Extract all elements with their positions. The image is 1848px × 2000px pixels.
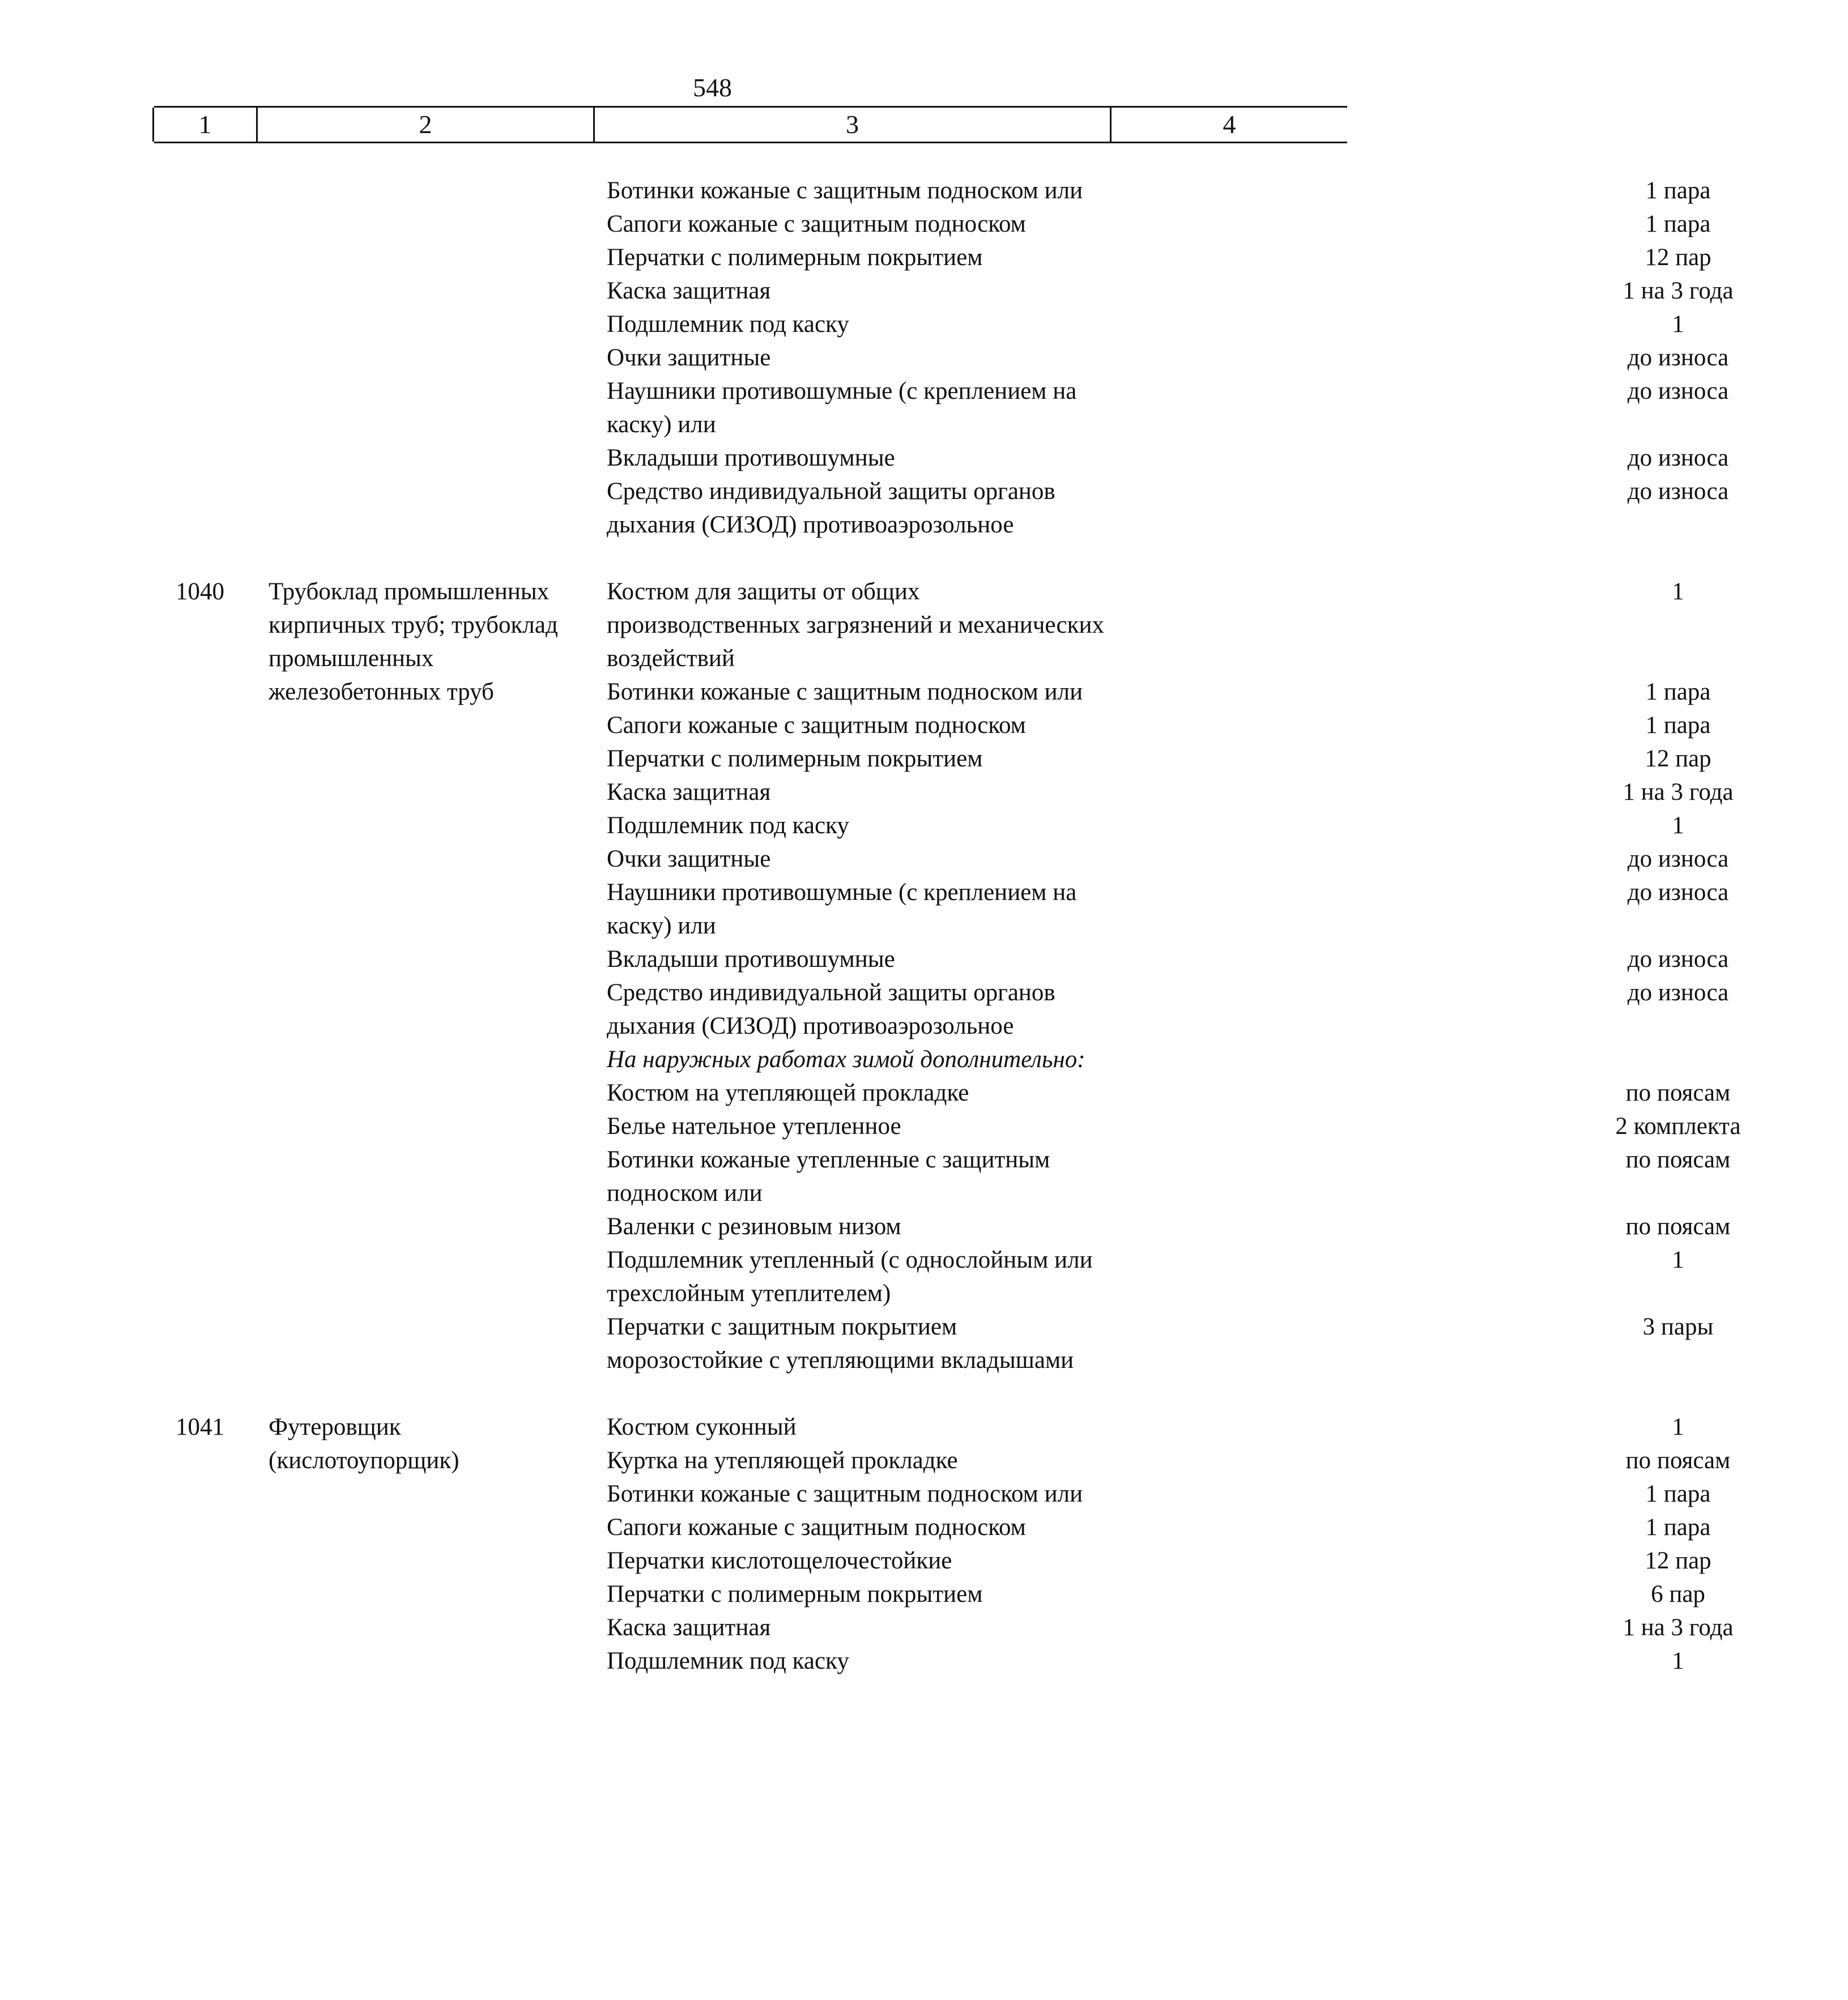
ppe-item-quantity: 3 пары (1642, 1314, 1714, 1340)
ppe-item-quantity: по поясам (1625, 1146, 1731, 1173)
list-item (607, 1511, 1711, 1544)
header-col-4: 4 (1223, 110, 1236, 139)
ppe-item-name: Ботинки кожаные с защитным подноском или (607, 1481, 1083, 1507)
ppe-item-name: Очки защитные (607, 846, 771, 872)
list-item (607, 1243, 1684, 1310)
ppe-item-name: Костюм суконный (607, 1414, 797, 1440)
table-row (0, 1410, 1734, 1678)
ppe-item-name: Валенки с резиновым низом (607, 1213, 901, 1240)
ppe-item-name: Сапоги кожаные с защитным подноском (607, 211, 1026, 237)
ppe-item-quantity: 1 (1672, 1648, 1684, 1674)
ppe-item-quantity: 1 (1672, 812, 1684, 839)
ppe-item-name: Подшлемник под каску (607, 1648, 849, 1674)
ppe-item-quantity: до износа (1627, 979, 1729, 1006)
ppe-item-name: Подшлемник под каску (607, 812, 849, 839)
list-item (607, 876, 1729, 943)
ppe-item-quantity: по поясам (1625, 1447, 1731, 1474)
list-item (607, 1310, 1714, 1377)
ppe-item-quantity: 12 пар (1645, 244, 1711, 271)
list-item (607, 341, 1729, 374)
list-item (607, 842, 1729, 876)
profession-name: Футеровщик (кислотоупорщик) (269, 1414, 459, 1474)
ppe-item-name: Каска защитная (607, 779, 771, 805)
ppe-item-name: Подшлемник под каску (607, 311, 849, 338)
ppe-item-name: Белье нательное утепленное (607, 1113, 901, 1140)
ppe-item-name: Вкладыши противошумные (607, 445, 895, 471)
list-item (607, 1110, 1741, 1143)
ppe-list (607, 575, 1741, 1377)
ppe-item-name: Ботинки кожаные утепленные с защитным подноском или (607, 1146, 1050, 1206)
list-item (607, 308, 1684, 341)
list-item (607, 274, 1734, 308)
ppe-item-quantity: 1 (1672, 311, 1684, 338)
ppe-item-name: Средство индивидуальной защиты органов дыхания (СИЗОД) противоаэрозольное (607, 979, 1055, 1039)
list-item (607, 709, 1711, 742)
ppe-item-quantity: 1 на 3 года (1623, 779, 1734, 805)
list-item (607, 1410, 1684, 1444)
list-item (607, 475, 1729, 541)
list-item (607, 441, 1729, 475)
ppe-item-name: Перчатки кислотощелочестойкие (607, 1547, 952, 1574)
ppe-item-name: Перчатки с полимерным покрытием (607, 1581, 983, 1607)
section-note (607, 1043, 1117, 1076)
ppe-item-name: Перчатки с полимерным покрытием (607, 745, 983, 772)
ppe-item-name: Ботинки кожаные с защитным подноском или (607, 679, 1083, 705)
list-item (607, 1611, 1734, 1644)
ppe-item-name: Вкладыши противошумные (607, 946, 895, 973)
list-item (607, 374, 1729, 441)
list-item (607, 241, 1711, 274)
ppe-item-quantity: 6 пар (1651, 1581, 1705, 1607)
ppe-item-quantity: до износа (1627, 846, 1729, 872)
list-item (607, 1577, 1705, 1611)
list-item (607, 943, 1729, 976)
ppe-list (607, 1410, 1734, 1678)
list-item (607, 1444, 1731, 1477)
ppe-item-quantity: до износа (1627, 445, 1729, 471)
ppe-list (607, 174, 1734, 541)
ppe-item-quantity: по поясам (1625, 1213, 1731, 1240)
ppe-item-quantity: 1 пара (1645, 1514, 1711, 1541)
list-item (607, 775, 1734, 809)
ppe-item-quantity: 1 (1672, 578, 1684, 605)
ppe-item-name: Ботинки кожаные с защитным подноском или (607, 177, 1083, 204)
list-item (607, 207, 1711, 241)
ppe-item-quantity: 1 на 3 года (1623, 1614, 1734, 1641)
ppe-item-quantity: до износа (1627, 946, 1729, 973)
ppe-item-name: Каска защитная (607, 1614, 771, 1641)
ppe-item-name: Наушники противошумные (с креплением на каску) или (607, 378, 1077, 438)
list-item (607, 1544, 1711, 1577)
ppe-item-name: Наушники противошумные (с креплением на каску) или (607, 879, 1077, 939)
ppe-item-quantity: 1 пара (1645, 1481, 1711, 1507)
list-item (607, 1210, 1731, 1243)
ppe-item-quantity: 1 (1672, 1414, 1684, 1440)
list-item (607, 575, 1684, 675)
ppe-item-quantity: 12 пар (1645, 1547, 1711, 1574)
list-item (607, 742, 1711, 775)
header-col-3: 3 (846, 110, 859, 139)
ppe-item-quantity: 12 пар (1645, 745, 1711, 772)
list-item (607, 809, 1684, 842)
ppe-item-quantity: 1 пара (1645, 712, 1711, 739)
ppe-item-quantity: 1 пара (1645, 177, 1711, 204)
table-body (0, 174, 1741, 1678)
ppe-item-name: Костюм на утепляющей прокладке (607, 1080, 969, 1106)
ppe-item-quantity: до износа (1627, 879, 1729, 906)
list-item (607, 174, 1711, 207)
ppe-item-name: На наружных работах зимой дополнительно: (607, 1046, 1085, 1073)
list-item (607, 1143, 1731, 1210)
ppe-item-name: Сапоги кожаные с защитным подноском (607, 712, 1026, 739)
ppe-item-quantity: 1 (1672, 1247, 1684, 1273)
table-row (0, 575, 1741, 1377)
profession-name: Трубоклад промышленных кирпичных труб; трубоклад промышленных железобетонных труб (269, 578, 558, 705)
row-number: 1041 (176, 1414, 224, 1440)
ppe-item-quantity: 1 на 3 года (1623, 278, 1734, 304)
ppe-item-name: Костюм для защиты от общих производственных загрязнений и механических воздействий (607, 578, 1104, 672)
ppe-item-name: Перчатки с полимерным покрытием (607, 244, 983, 271)
ppe-item-quantity: 1 пара (1645, 679, 1711, 705)
ppe-item-quantity: по поясам (1625, 1080, 1731, 1106)
list-item (607, 1644, 1684, 1678)
page-number: 548 (693, 73, 732, 102)
ppe-item-name: Каска защитная (607, 278, 771, 304)
ppe-item-quantity: 1 пара (1645, 211, 1711, 237)
table-header (154, 106, 1347, 143)
list-item (607, 675, 1711, 709)
ppe-item-name: Средство индивидуальной защиты органов дыхания (СИЗОД) противоаэрозольное (607, 478, 1055, 538)
row-number: 1040 (176, 578, 224, 605)
list-item (607, 1076, 1731, 1110)
ppe-item-quantity: до износа (1627, 378, 1729, 404)
ppe-item-quantity: до износа (1627, 478, 1729, 505)
ppe-item-name: Перчатки с защитным покрытием морозостойкие с утепляющими вкладышами (607, 1314, 1074, 1374)
header-col-2: 2 (419, 110, 432, 139)
ppe-item-quantity: 2 комплекта (1615, 1113, 1741, 1140)
list-item (607, 976, 1729, 1043)
ppe-item-name: Подшлемник утепленный (с однослойным или трехслойным утеплителем) (607, 1247, 1093, 1307)
ppe-item-name: Куртка на утепляющей прокладке (607, 1447, 958, 1474)
ppe-item-name: Очки защитные (607, 344, 771, 371)
list-item (607, 1477, 1711, 1511)
header-col-1: 1 (198, 110, 212, 139)
ppe-item-name: Сапоги кожаные с защитным подноском (607, 1514, 1026, 1541)
table-row (0, 174, 1734, 541)
ppe-item-quantity: до износа (1627, 344, 1729, 371)
